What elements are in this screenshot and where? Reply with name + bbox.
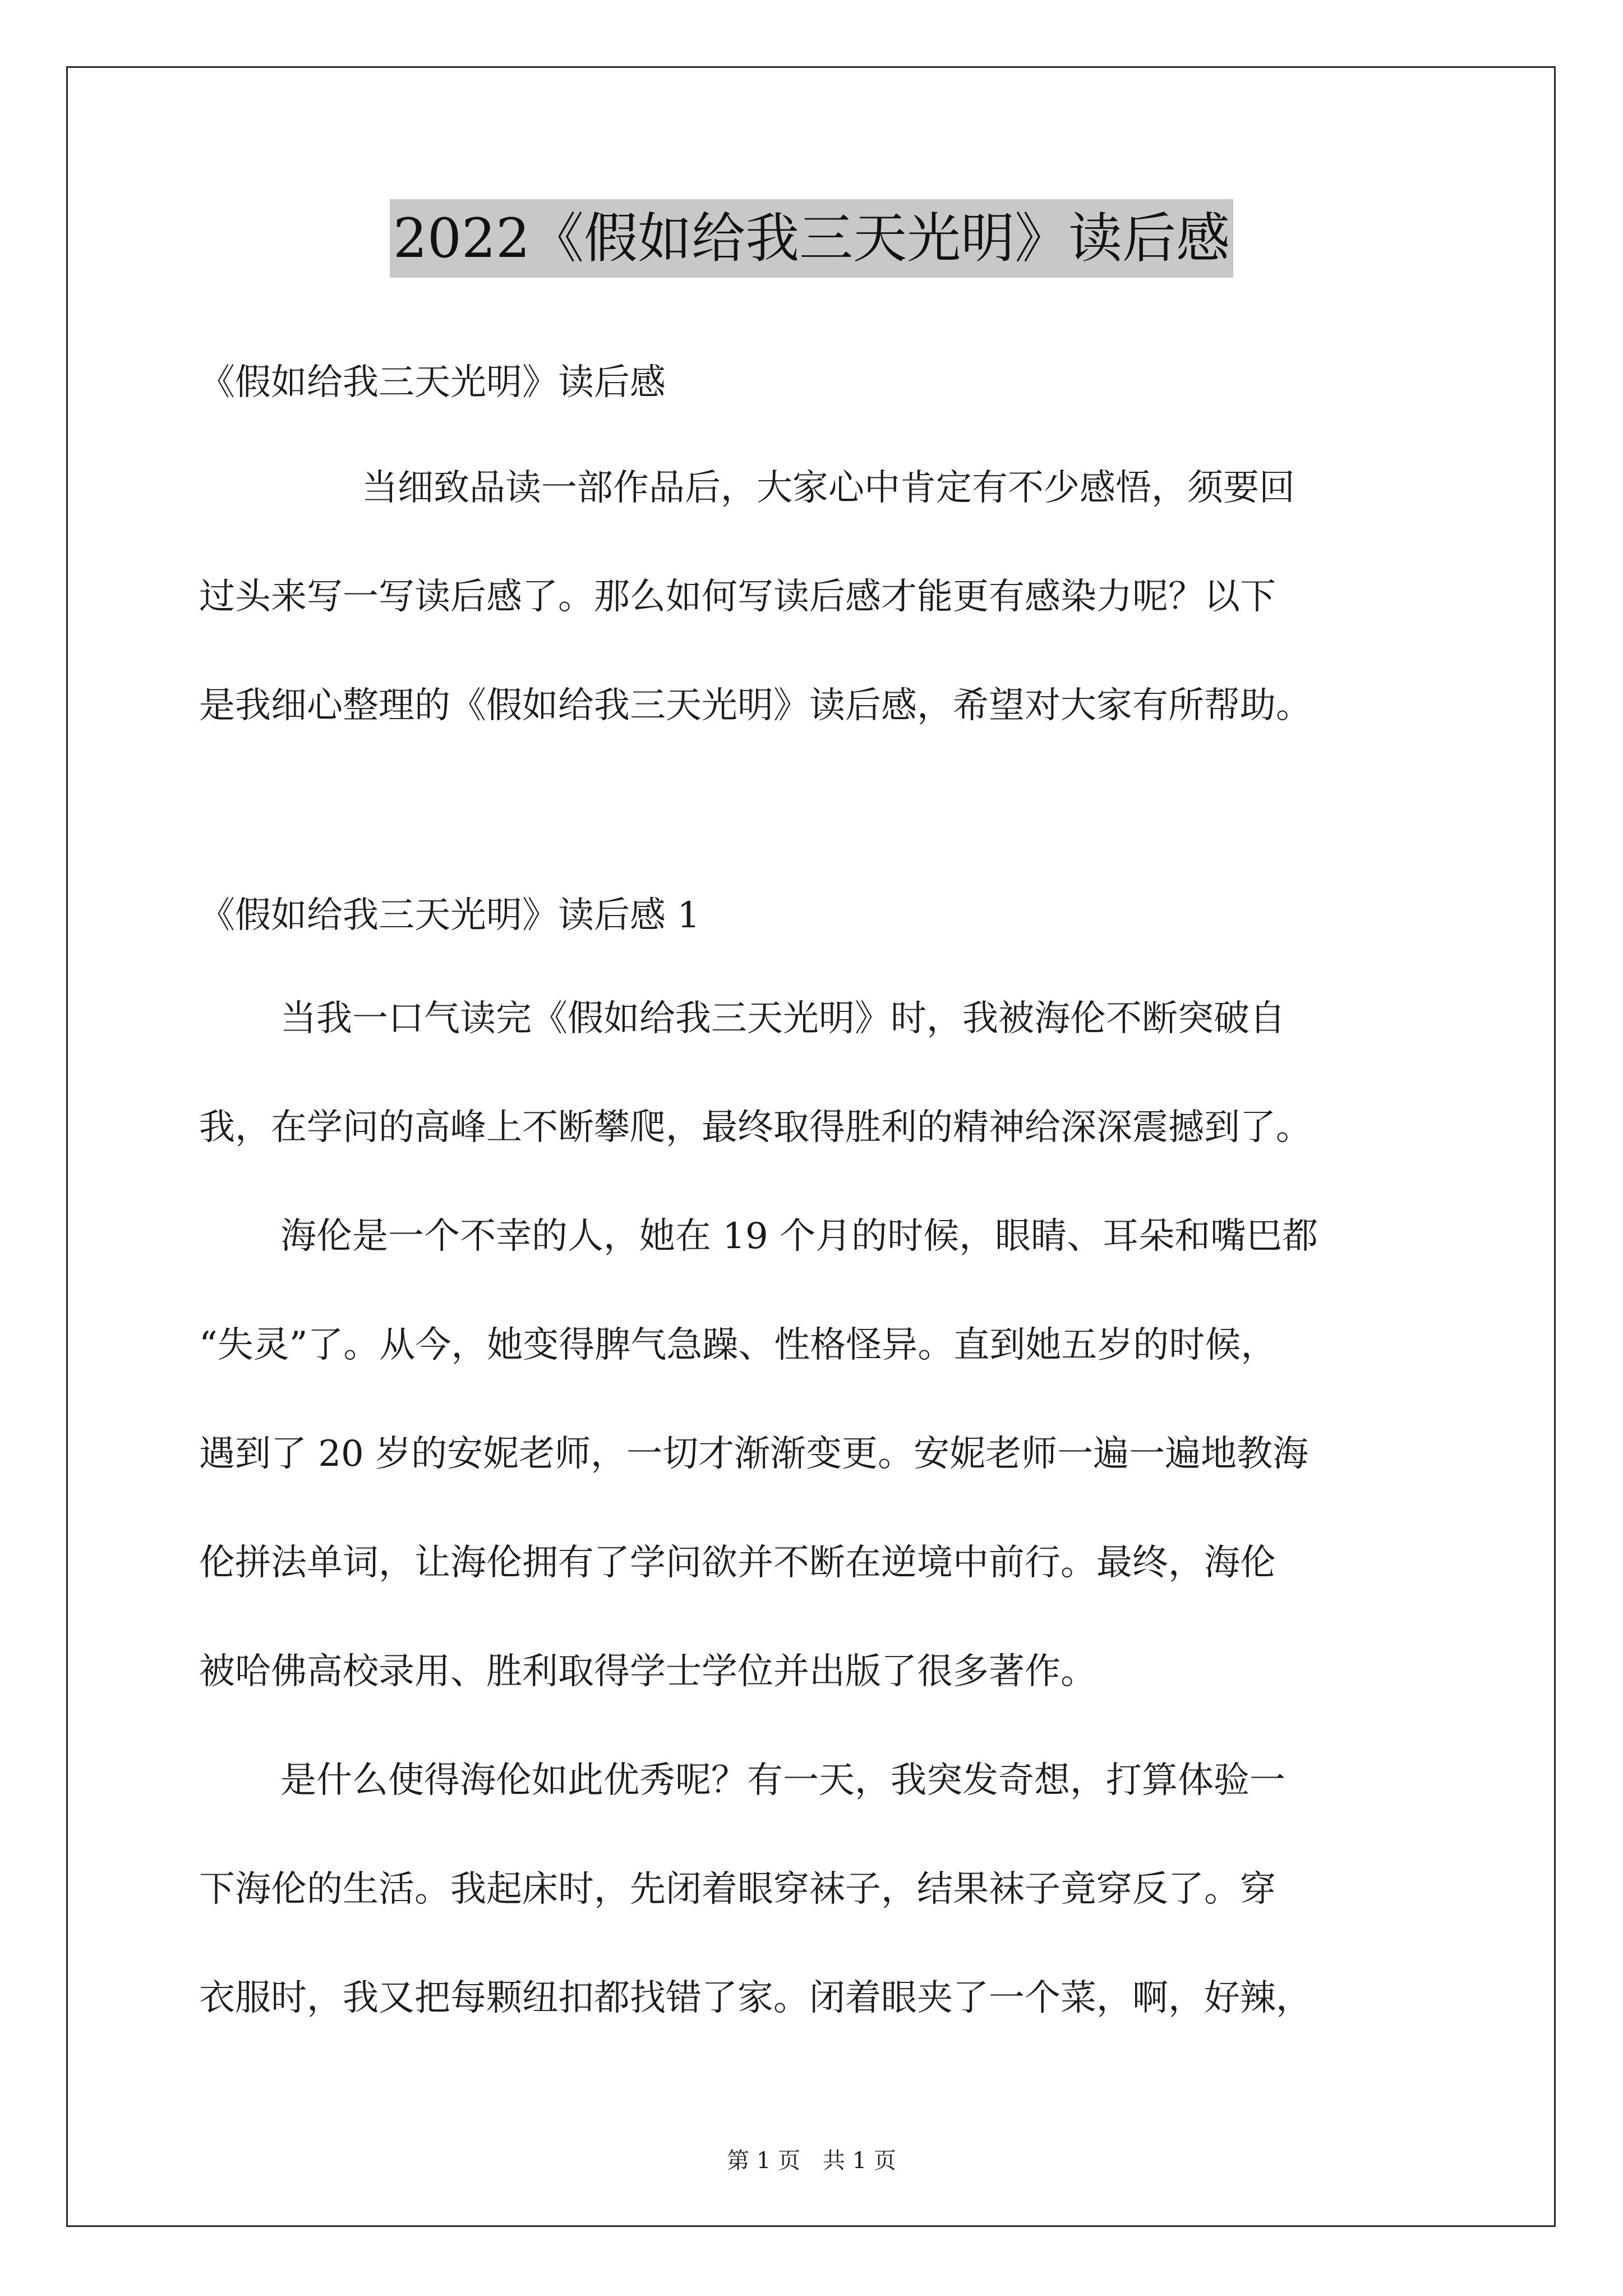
paragraph-line: 海伦是一个不幸的人，她在 19 个月的时候，眼睛、耳朵和嘴巴都 xyxy=(280,1216,1318,1257)
paragraph-line: 下海伦的生活。我起床时，先闭着眼穿袜子，结果袜子竟穿反了。穿 xyxy=(199,1869,1276,1910)
paragraph-line: 遇到了 20 岁的安妮老师，一切才渐渐变更。安妮老师一遍一遍地教海 xyxy=(199,1433,1309,1475)
paragraph-line: 我，在学问的高峰上不断攀爬，最终取得胜利的精神给深深震撼到了。 xyxy=(199,1107,1312,1148)
title-container xyxy=(0,199,1623,278)
intro-line-1: 当细致品读一部作品后，大家心中肯定有不少感悟，须要回 xyxy=(362,467,1295,509)
intro-line-3: 是我细心整理的《假如给我三天光明》读后感，希望对大家有所帮助。 xyxy=(199,685,1312,726)
page-footer: 第 1 页 共 1 页 xyxy=(727,2148,896,2174)
paragraph-line: “失灵”了。从今，她变得脾气急躁、性格怪异。直到她五岁的时候， xyxy=(199,1324,1277,1366)
document-title: 2022《假如给我三天光明》读后感 xyxy=(390,199,1233,278)
paragraph-line: 伦拼法单词，让海伦拥有了学问欲并不断在逆境中前行。最终，海伦 xyxy=(199,1542,1276,1584)
paragraph-line: 是什么使得海伦如此优秀呢？有一天，我突发奇想，打算体验一 xyxy=(280,1760,1285,1801)
paragraph-line: 衣服时，我又把每颗纽扣都找错了家。闭着眼夹了一个菜，啊，好辣， xyxy=(199,1977,1312,2019)
intro-line-2: 过头来写一写读后感了。那么如何写读后感才能更有感染力呢？以下 xyxy=(199,576,1276,618)
section-heading-1: 《假如给我三天光明》读后感 1 xyxy=(199,895,700,936)
subtitle-line: 《假如给我三天光明》读后感 xyxy=(199,362,666,403)
paragraph-line: 被哈佛高校录用、胜利取得学士学位并出版了很多著作。 xyxy=(199,1651,1096,1692)
paragraph-line: 当我一口气读完《假如给我三天光明》时，我被海伦不断突破自 xyxy=(280,998,1285,1039)
